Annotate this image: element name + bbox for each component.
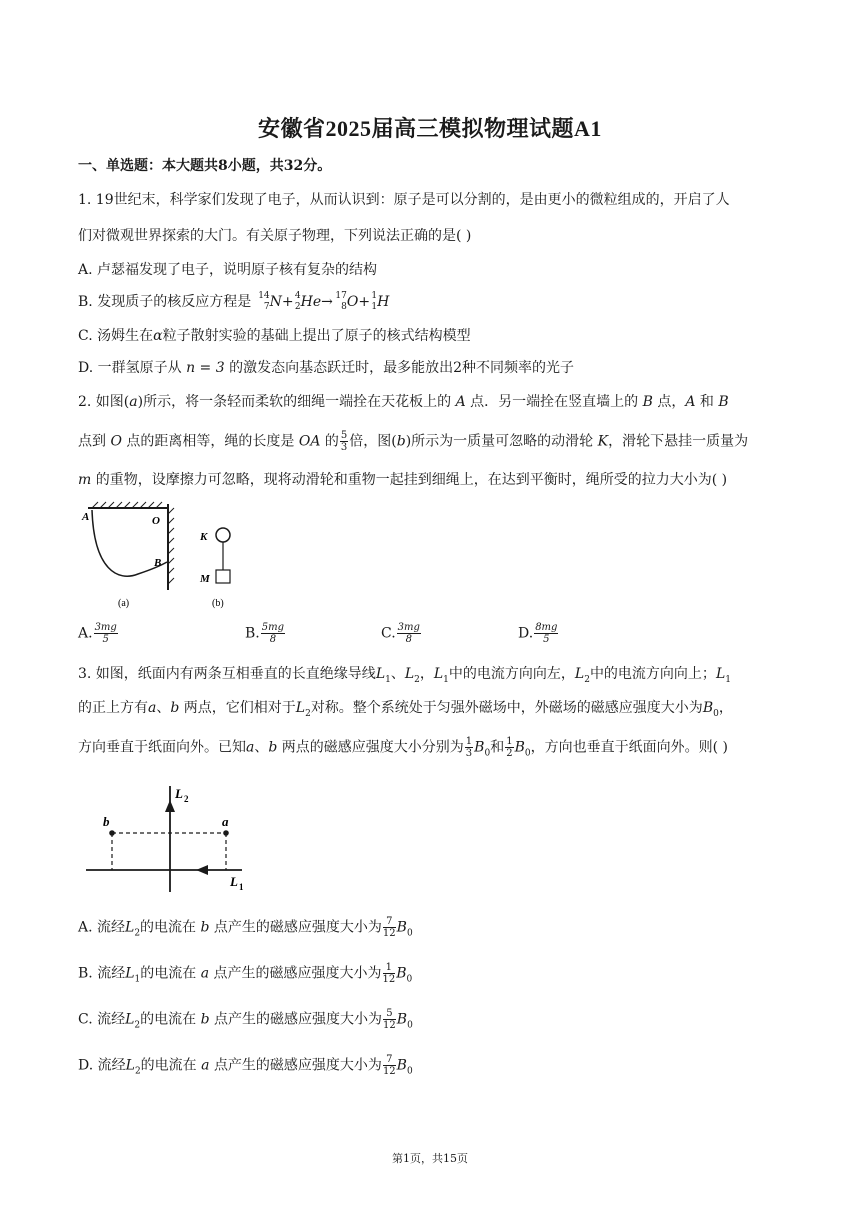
q3-figure (78, 778, 258, 896)
q3-stem-line-3: 方向垂直于纸面向外。已知a、b 两点的磁感应强度大小分别为 $\frac{1}{3}$ $B_0$和 $\frac{1}{2}$ $B_0$，方向也垂直于纸面向外。则( ) (78, 736, 728, 759)
q1-stem-line-1: 1. 19世纪末，科学家们发现了电子，从而认识到：原子是可以分割的，是由更小的微粒组成的，开启了人 (78, 192, 730, 208)
fig-label-A: A (82, 511, 90, 523)
q2-option-d: D. $\frac{8mg}{5}$ (518, 622, 558, 645)
q1-option-c: C. 汤姆生在α粒子散射实验的基础上提出了原子的核式结构模型 (78, 328, 471, 344)
q3-stem-line-2: 的正上方有a、b 两点，它们相对于$L_2$对称。整个系统处于匀强外磁场中，外磁场的磁感应强度大小为$B_0$， (78, 700, 733, 719)
q2-stem-line-1: 2. 如图(a)所示，将一条轻而柔软的细绳一端拴在天花板上的 A 点．另一端拴在竖直墙上的 B 点，A 和 B (78, 394, 729, 410)
fig-label-L1-sub: 1 (239, 882, 244, 892)
q3-option-d: D. 流经$L_2$的电流在 a 点产生的磁感应强度大小为 $\frac{7}{12}$ $B_0$ (78, 1054, 413, 1077)
fig-point-b: b (103, 814, 110, 829)
fig-point-a: a (222, 814, 229, 829)
fig-label-K: K (200, 531, 208, 543)
q2-option-b: B. $\frac{5mg}{8}$ (245, 622, 284, 645)
page-footer: 第1页，共15页 (392, 1152, 468, 1165)
q1-option-b: B. 发现质子的核反应方程是 14 7 N+ 4 2 He→ 17 8 O+ 1 1 H (78, 291, 390, 312)
fig-label-O: O (152, 515, 160, 527)
fig-caption-b: (b) (212, 598, 224, 609)
fig-label-L1: L (230, 874, 238, 889)
q2-stem-line-2: 点到 O 点的距离相等，绳的长度是 OA 的 $\frac{5}{3}$ 倍，图(b)所示为一质量可忽略的动滑轮 K，滑轮下悬挂一质量为 (78, 430, 749, 453)
q3-option-c: C. 流经$L_2$的电流在 b 点产生的磁感应强度大小为 $\frac{5}{12}$ $B_0$ (78, 1008, 413, 1031)
fig-label-L2: L (175, 786, 183, 801)
q2-option-c: C. $\frac{3mg}{8}$ (381, 622, 420, 645)
q2-figure (78, 500, 248, 612)
q1-option-d: D. 一群氢原子从 n = 3 的激发态向基态跃迁时，最多能放出2种不同频率的光子 (78, 360, 575, 376)
page-title: 安徽省2025届高三模拟物理试题A1 (258, 116, 602, 141)
section-heading: 一、单选题：本大题共8小题，共32分。 (78, 158, 332, 174)
fig-label-B: B (154, 557, 162, 569)
q2-stem-line-3: m 的重物，设摩擦力可忽略，现将动滑轮和重物一起挂到细绳上，在达到平衡时，绳所受的拉力大小为( ) (78, 472, 728, 488)
q1-option-a: A. 卢瑟福发现了电子，说明原子核有复杂的结构 (78, 262, 378, 278)
q3-option-b: B. 流经$L_1$的电流在 a 点产生的磁感应强度大小为 $\frac{1}{12}$ $B_0$ (78, 962, 413, 985)
q1-stem-line-2: 们对微观世界探索的大门。有关原子物理，下列说法正确的是( ) (78, 228, 472, 244)
fig-caption-a: (a) (118, 598, 130, 609)
q2-option-a: A. $\frac{3mg}{5}$ (78, 622, 117, 645)
q3-stem-line-1: 3. 如图，纸面内有两条互相垂直的长直绝缘导线$L_1$、$L_2$，$L_1$中的电流方向向左，$L_2$中的电流方向向上；$L_1$ (78, 666, 731, 685)
fig-label-L2-sub: 2 (184, 794, 189, 804)
fig-label-M: M (200, 573, 210, 585)
q3-option-a: A. 流经$L_2$的电流在 b 点产生的磁感应强度大小为 $\frac{7}{12}$ $B_0$ (78, 916, 413, 939)
